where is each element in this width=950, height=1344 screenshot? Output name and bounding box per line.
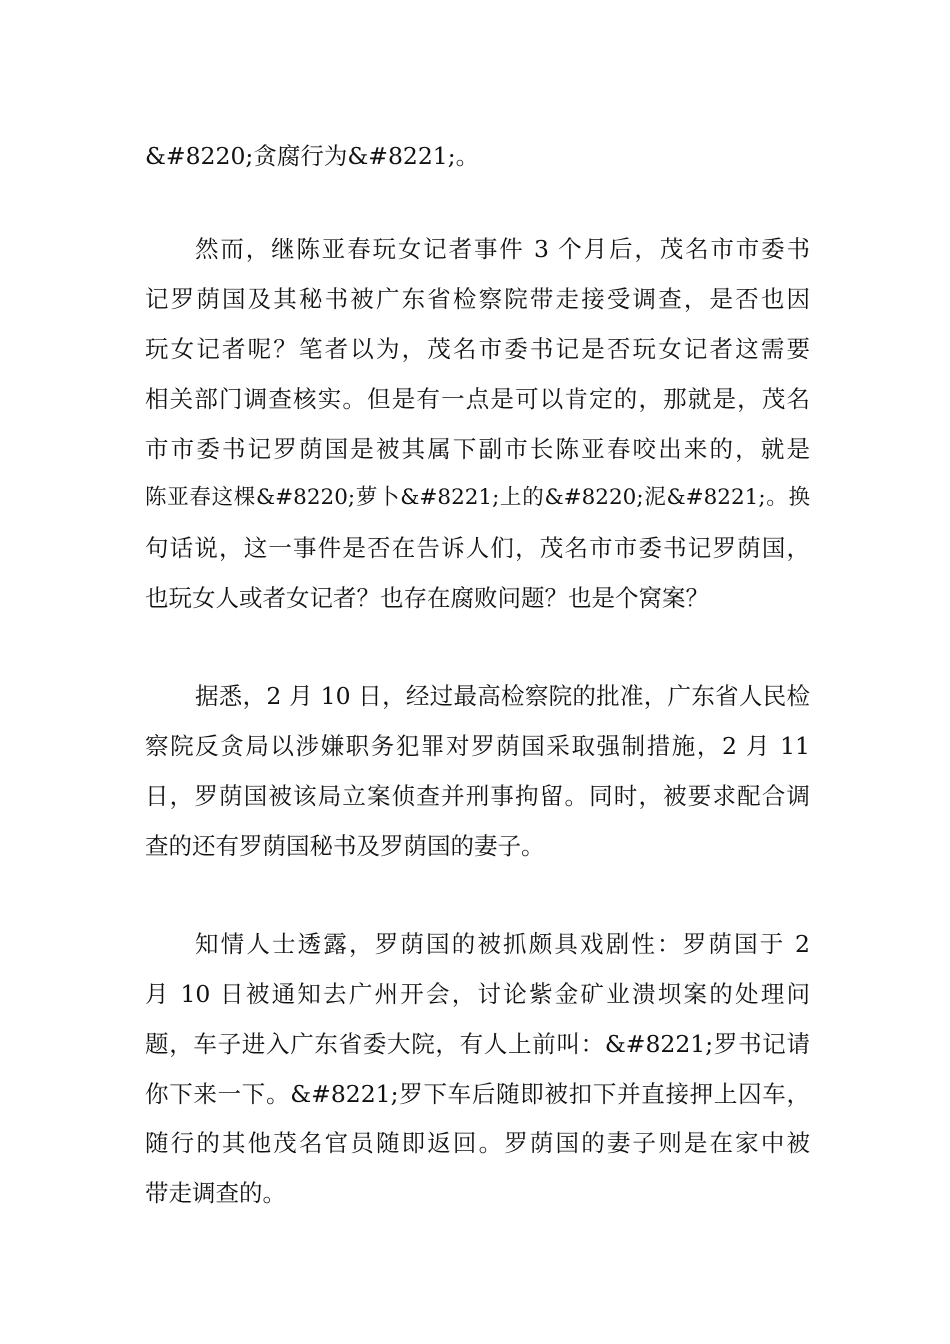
paragraph-3-line: 随行的其他茂名官员随即返回。罗荫国的妻子则是在家中被 <box>145 1129 810 1157</box>
paragraph-2-line: 察院反贪局以涉嫌职务犯罪对罗荫国采取强制措施，2 月 11 <box>145 732 810 760</box>
paragraph-3-line: 题，车子进入广东省委大院，有人上前叫：&#8221;罗书记请 <box>145 1030 810 1058</box>
paragraph-1-line: 陈亚春这棵&#8220;萝卜&#8221;上的&#8220;泥&#8221;。换 <box>145 485 810 510</box>
paragraph-3-line: 带走调查的。 <box>145 1179 286 1207</box>
text-line: &#8220;贪腐行为&#8221;。 <box>145 142 480 170</box>
paragraph-3-line: 你下来一下。&#8221;罗下车后随即被扣下并直接押上囚车， <box>145 1080 810 1108</box>
paragraph-1-line: 记罗荫国及其秘书被广东省检察院带走接受调查，是否也因 <box>145 285 810 313</box>
paragraph-3-line: 月 10 日被通知去广州开会，讨论紫金矿业溃坝案的处理问 <box>145 980 810 1008</box>
paragraph-2-line: 日，罗荫国被该局立案侦查并刑事拘留。同时，被要求配合调 <box>145 782 810 810</box>
paragraph-1-line: 相关部门调查核实。但是有一点是可以肯定的，那就是，茂名 <box>145 385 810 413</box>
paragraph-1-line: 市市委书记罗荫国是被其属下副市长陈亚春咬出来的，就是 <box>145 435 810 463</box>
paragraph-1-line: 句话说，这一事件是否在告诉人们，茂名市市委书记罗荫国， <box>145 534 810 562</box>
paragraph-1-line: 玩女记者呢？笔者以为，茂名市委书记是否玩女记者这需要 <box>145 335 810 363</box>
paragraph-2-line: 查的还有罗荫国秘书及罗荫国的妻子。 <box>145 832 545 860</box>
paragraph-1-line: 也玩女人或者女记者？也存在腐败问题？也是个窝案？ <box>145 584 709 612</box>
paragraph-3-line: 知情人士透露，罗荫国的被抓颇具戏剧性：罗荫国于 2 <box>195 930 810 958</box>
paragraph-2-line: 据悉，2 月 10 日，经过最高检察院的批准，广东省人民检 <box>195 682 810 710</box>
paragraph-1-line: 然而，继陈亚春玩女记者事件 3 个月后，茂名市市委书 <box>195 235 811 263</box>
